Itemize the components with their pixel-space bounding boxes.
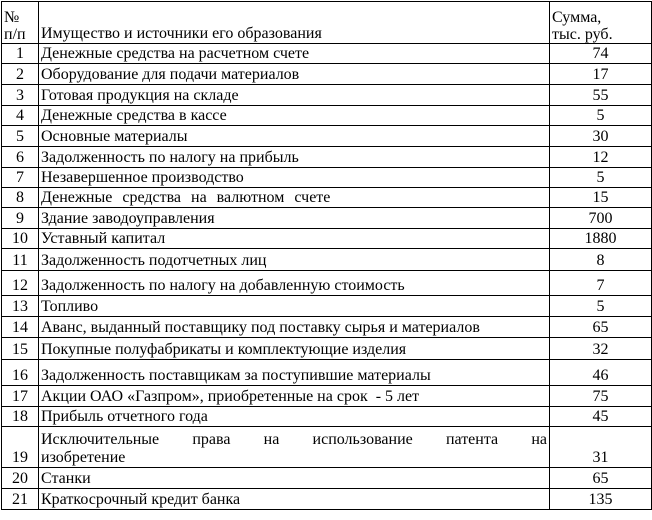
row-name-line1: Исключительные права на использование патента на xyxy=(41,431,547,448)
row-number: 21 xyxy=(2,489,39,510)
table-row xyxy=(2,147,652,168)
row-name: Покупные полуфабрикаты и комплектующие изделия xyxy=(39,338,550,360)
row-sum: 75 xyxy=(550,386,652,407)
row-number: 5 xyxy=(2,126,39,147)
header-row xyxy=(2,2,652,44)
header-sum-line1: Сумма, xyxy=(552,9,602,26)
row-sum: 15 xyxy=(550,188,652,208)
row-name: Аванс, выданный поставщику под поставку сырья и материалов xyxy=(39,317,550,338)
table-row xyxy=(2,85,652,106)
table-row xyxy=(2,296,652,317)
table-row xyxy=(2,489,652,510)
row-number: 8 xyxy=(2,188,39,208)
header-number-line1: № xyxy=(4,9,20,26)
row-name: Прибыль отчетного года xyxy=(39,407,550,427)
table-row xyxy=(2,106,652,126)
row-sum: 65 xyxy=(550,317,652,338)
row-name: Денежные средства в кассе xyxy=(39,106,550,126)
row-name: Акции ОАО «Газпром», приобретенные на срок - 5 лет xyxy=(39,386,550,407)
row-sum: 1880 xyxy=(550,229,652,249)
table-row xyxy=(2,360,652,386)
row-name: Здание заводоуправления xyxy=(39,208,550,229)
table-row xyxy=(2,208,652,229)
row-number: 17 xyxy=(2,386,39,407)
row-number: 9 xyxy=(2,208,39,229)
row-number: 2 xyxy=(2,64,39,85)
row-name: Краткосрочный кредит банка xyxy=(39,489,550,510)
table-row xyxy=(2,271,652,296)
row-number: 20 xyxy=(2,468,39,489)
table-row xyxy=(2,407,652,427)
row-sum: 74 xyxy=(550,44,652,64)
row-number: 1 xyxy=(2,44,39,64)
row-sum: 7 xyxy=(550,271,652,296)
row-sum: 12 xyxy=(550,147,652,168)
row-sum: 65 xyxy=(550,468,652,489)
table-row xyxy=(2,229,652,249)
row-name: Оборудование для подачи материалов xyxy=(39,64,550,85)
row-name: Уставный капитал xyxy=(39,229,550,249)
row-number: 6 xyxy=(2,147,39,168)
row-name: Незавершенное производство xyxy=(39,168,550,188)
row-sum: 46 xyxy=(550,360,652,386)
table-row xyxy=(2,338,652,360)
row-number: 4 xyxy=(2,106,39,126)
table-row xyxy=(2,168,652,188)
header-number-cell xyxy=(2,2,39,44)
row-number: 10 xyxy=(2,229,39,249)
table-row xyxy=(2,427,652,468)
table-row xyxy=(2,188,652,208)
header-sum-cell xyxy=(550,2,652,44)
row-sum: 700 xyxy=(550,208,652,229)
row-sum: 30 xyxy=(550,126,652,147)
row-name xyxy=(39,427,550,468)
row-number: 11 xyxy=(2,249,39,271)
row-name: Денежные средства на расчетном счете xyxy=(39,44,550,64)
row-name-text: Денежные средства на валютном счете xyxy=(41,189,331,206)
row-name: Задолженность по налогу на прибыль xyxy=(39,147,550,168)
row-number: 19 xyxy=(2,427,39,468)
row-name: Задолженность подотчетных лиц xyxy=(39,249,550,271)
table-row xyxy=(2,249,652,271)
row-name xyxy=(39,188,550,208)
row-number: 12 xyxy=(2,271,39,296)
row-number: 16 xyxy=(2,360,39,386)
row-name: Задолженность поставщикам за поступившие материалы xyxy=(39,360,550,386)
row-number: 3 xyxy=(2,85,39,106)
row-number: 13 xyxy=(2,296,39,317)
row-number: 18 xyxy=(2,407,39,427)
row-sum: 32 xyxy=(550,338,652,360)
header-number-line2: п/п xyxy=(4,26,26,43)
row-number: 14 xyxy=(2,317,39,338)
header-sum-line2: тыс. руб. xyxy=(552,26,613,43)
row-sum: 45 xyxy=(550,407,652,427)
row-sum: 5 xyxy=(550,106,652,126)
table-row xyxy=(2,64,652,85)
row-name-line2: изобретение xyxy=(41,449,126,466)
table-row xyxy=(2,468,652,489)
header-name-cell: Имущество и источники его образования xyxy=(39,2,550,44)
row-name: Готовая продукция на складе xyxy=(39,85,550,106)
row-sum: 8 xyxy=(550,249,652,271)
row-name: Станки xyxy=(39,468,550,489)
row-number: 7 xyxy=(2,168,39,188)
row-sum: 5 xyxy=(550,296,652,317)
row-sum: 31 xyxy=(550,427,652,468)
table-row xyxy=(2,44,652,64)
table-row xyxy=(2,126,652,147)
row-name: Задолженность по налогу на добавленную стоимость xyxy=(39,271,550,296)
row-sum: 5 xyxy=(550,168,652,188)
table-row xyxy=(2,317,652,338)
row-name: Основные материалы xyxy=(39,126,550,147)
row-sum: 17 xyxy=(550,64,652,85)
row-number: 15 xyxy=(2,338,39,360)
assets-table xyxy=(1,1,652,510)
row-sum: 135 xyxy=(550,489,652,510)
row-name: Топливо xyxy=(39,296,550,317)
table-row xyxy=(2,386,652,407)
row-sum: 55 xyxy=(550,85,652,106)
